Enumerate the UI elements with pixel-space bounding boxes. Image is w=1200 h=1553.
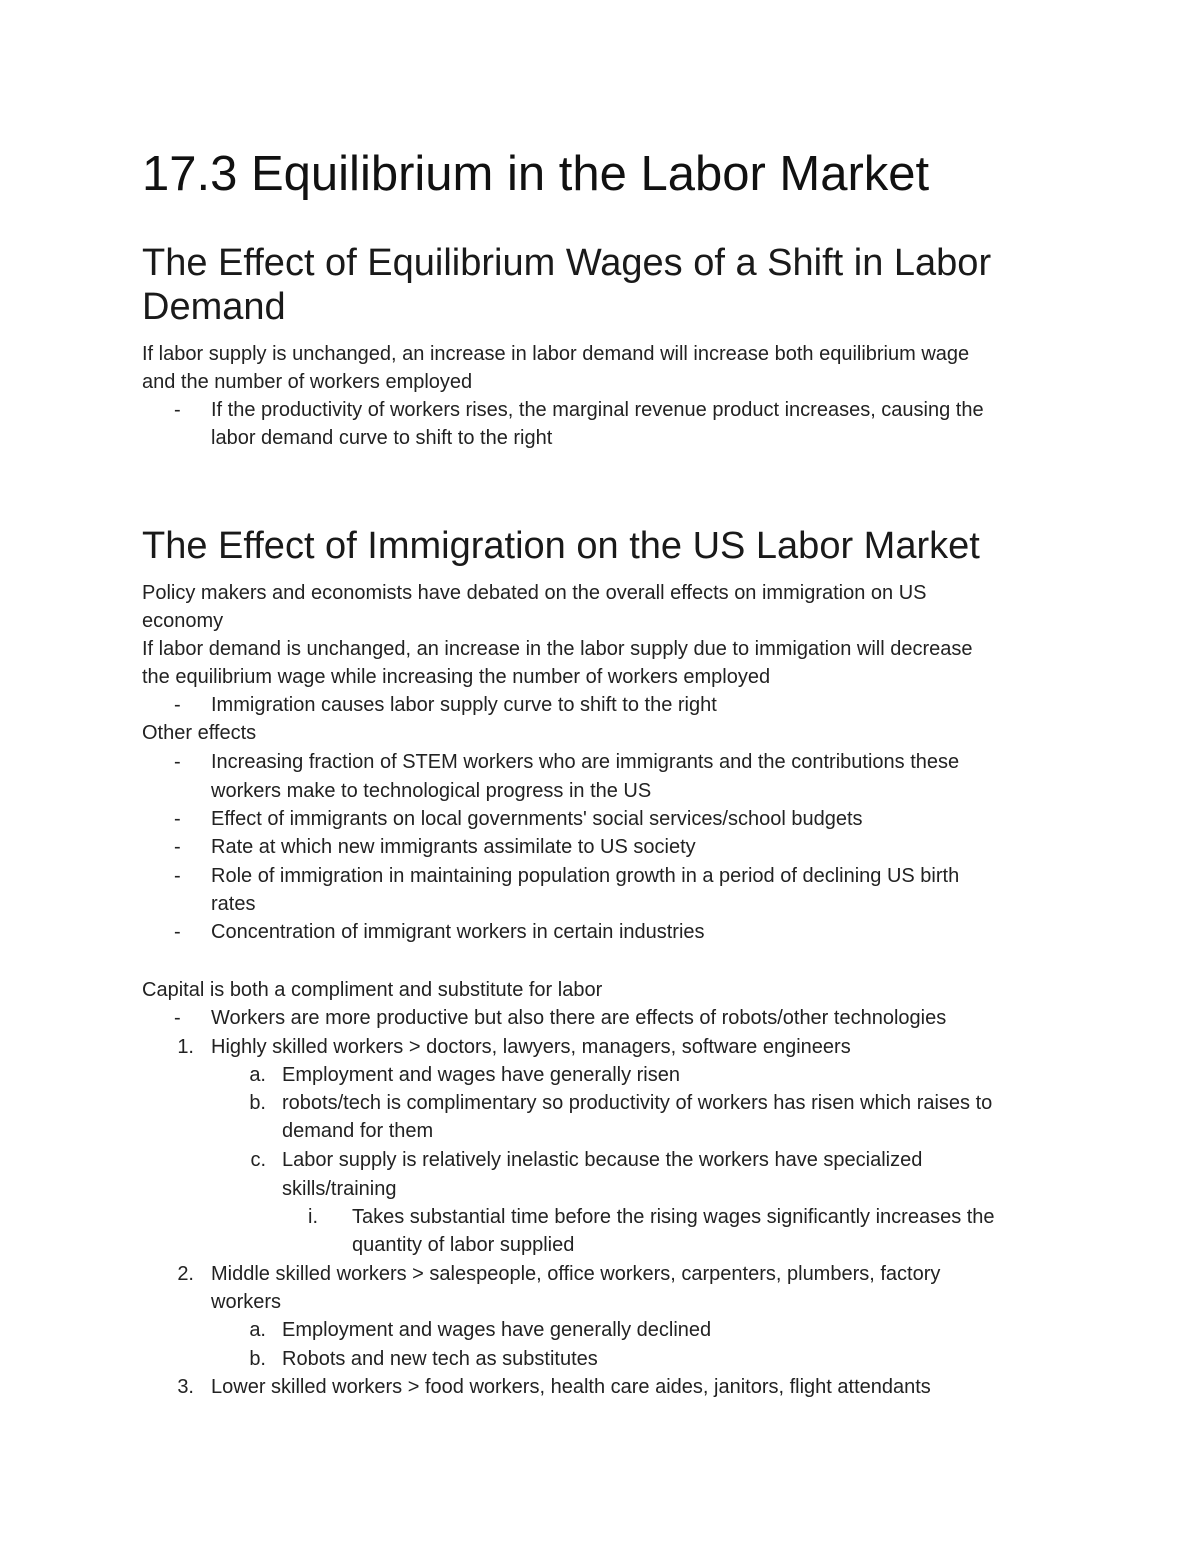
list-item-line1: Highly skilled workers > doctors, lawyers, managers, software engineers bbox=[211, 1036, 851, 1058]
bullet-dash: - bbox=[174, 865, 181, 887]
section2-para1-line1: Policy makers and economists have debated on the overall effects on immigration on US bbox=[142, 582, 927, 604]
list-marker: 1. bbox=[177, 1036, 194, 1058]
bullet-dash: - bbox=[174, 694, 181, 716]
sublist-item-line1: Employment and wages have generally declined bbox=[282, 1319, 712, 1341]
section2-para1-line2: economy bbox=[142, 610, 224, 632]
section1-bullet-line1: If the productivity of workers rises, the marginal revenue product increases, causing the bbox=[211, 399, 984, 421]
page-title: 17.3 Equilibrium in the Labor Market bbox=[142, 147, 930, 201]
sublist-marker: b. bbox=[249, 1092, 266, 1114]
list-marker: 2. bbox=[177, 1263, 194, 1285]
sublist-marker: a. bbox=[249, 1319, 266, 1341]
capital-intro: Capital is both a compliment and substitute for labor bbox=[142, 979, 603, 1001]
section1-heading-line1: The Effect of Equilibrium Wages of a Shift in Labor bbox=[142, 242, 992, 284]
section1-heading-line2: Demand bbox=[142, 286, 286, 328]
capital-bullet: Workers are more productive but also there are effects of robots/other technologies bbox=[211, 1007, 947, 1029]
subsublist-item-line2: quantity of labor supplied bbox=[352, 1234, 575, 1256]
section2-heading: The Effect of Immigration on the US Labor Market bbox=[142, 525, 980, 567]
sublist-marker: c. bbox=[250, 1149, 266, 1171]
sublist-item-line1: robots/tech is complimentary so productivity of workers has risen which raises to bbox=[282, 1092, 993, 1114]
subsublist-marker: i. bbox=[308, 1206, 318, 1228]
effect-item-line1: Rate at which new immigrants assimilate to US society bbox=[211, 836, 696, 858]
bullet-dash: - bbox=[174, 808, 181, 830]
immigration-bullet: Immigration causes labor supply curve to shift to the right bbox=[211, 694, 717, 716]
bullet-dash: - bbox=[174, 399, 181, 421]
sublist-item-line1: Robots and new tech as substitutes bbox=[282, 1348, 598, 1370]
effect-item-line1: Role of immigration in maintaining population growth in a period of declining US birth bbox=[211, 865, 960, 887]
section1-paragraph-line1: If labor supply is unchanged, an increase in labor demand will increase both equilibrium wage bbox=[142, 343, 970, 365]
sublist-item-line1: Labor supply is relatively inelastic because the workers have specialized bbox=[282, 1149, 923, 1171]
effect-item-line2: rates bbox=[211, 893, 256, 915]
effect-item-line1: Effect of immigrants on local governments' social services/school budgets bbox=[211, 808, 863, 830]
effect-item-line1: Increasing fraction of STEM workers who are immigrants and the contributions these bbox=[211, 751, 960, 773]
sublist-marker: a. bbox=[249, 1064, 266, 1086]
bullet-dash: - bbox=[174, 1007, 181, 1029]
list-item-line2: workers bbox=[211, 1291, 282, 1313]
list-item-line1: Middle skilled workers > salespeople, office workers, carpenters, plumbers, factory bbox=[211, 1263, 941, 1285]
section2-para2-line2: the equilibrium wage while increasing the number of workers employed bbox=[142, 666, 771, 688]
sublist-item-line2: skills/training bbox=[282, 1178, 397, 1200]
list-item-line1: Lower skilled workers > food workers, health care aides, janitors, flight attendants bbox=[211, 1376, 931, 1398]
subsublist-item-line1: Takes substantial time before the rising wages significantly increases the bbox=[352, 1206, 995, 1228]
sublist-marker: b. bbox=[249, 1348, 266, 1370]
sublist-item-line1: Employment and wages have generally risen bbox=[282, 1064, 680, 1086]
bullet-dash: - bbox=[174, 921, 181, 943]
sublist-item-line2: demand for them bbox=[282, 1120, 434, 1142]
bullet-dash: - bbox=[174, 751, 181, 773]
bullet-dash: - bbox=[174, 836, 181, 858]
section1-paragraph-line2: and the number of workers employed bbox=[142, 371, 473, 393]
section2-para2-line1: If labor demand is unchanged, an increase in the labor supply due to immigation will decrease bbox=[142, 638, 973, 660]
effect-item-line1: Concentration of immigrant workers in certain industries bbox=[211, 921, 705, 943]
section1-bullet-line2: labor demand curve to shift to the right bbox=[211, 427, 553, 449]
other-effects-label: Other effects bbox=[142, 722, 257, 744]
effect-item-line2: workers make to technological progress in the US bbox=[211, 780, 652, 802]
list-marker: 3. bbox=[177, 1376, 194, 1398]
